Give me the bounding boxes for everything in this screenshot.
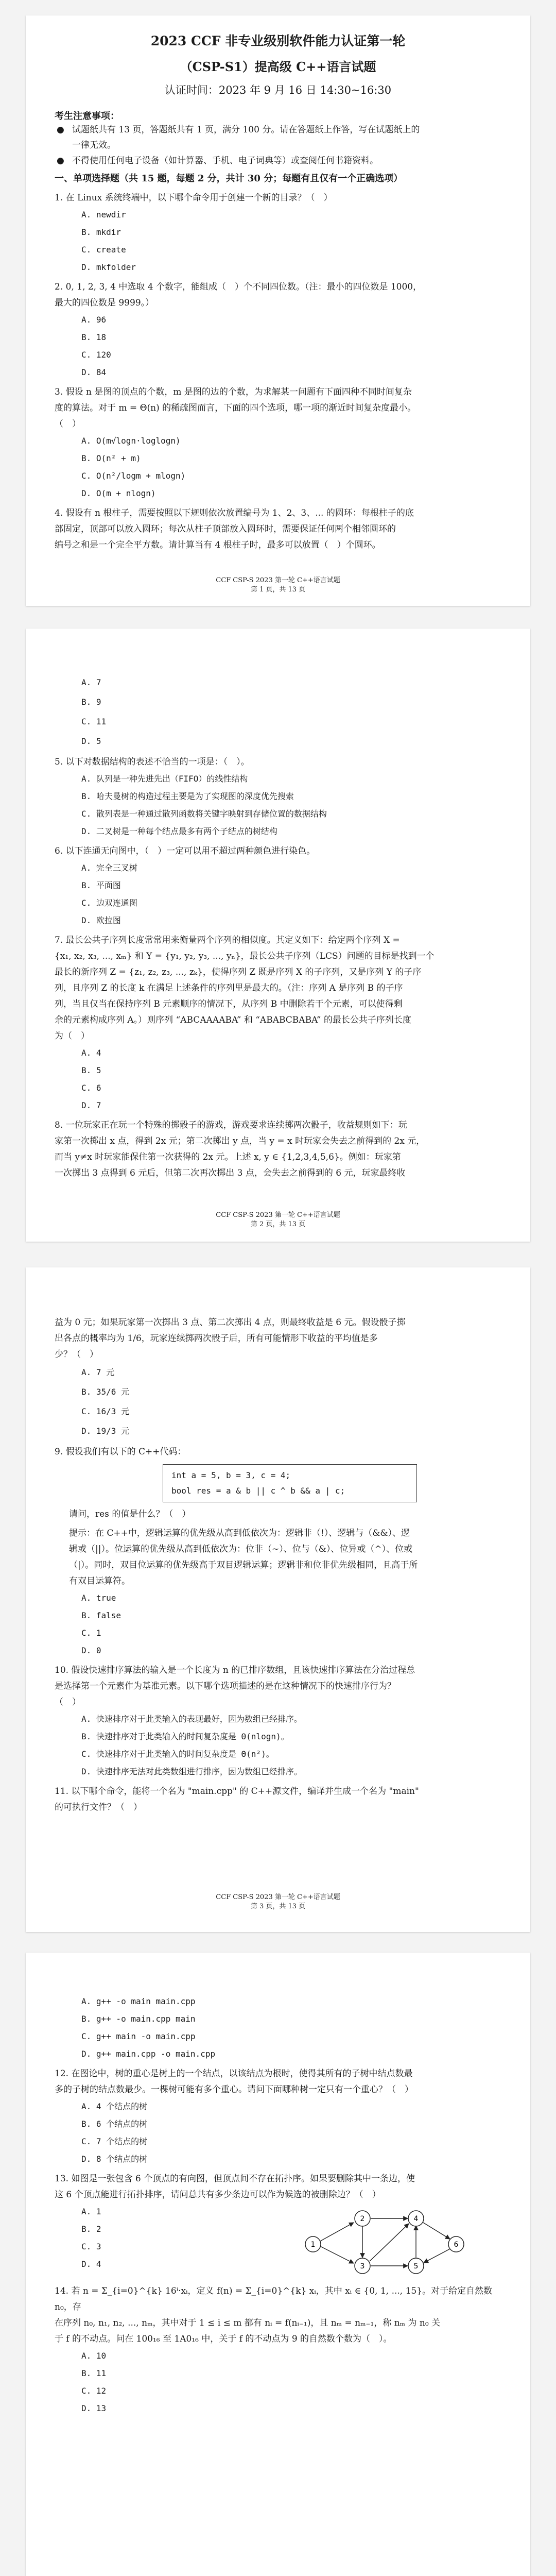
option: A. true <box>81 1593 116 1603</box>
option: C. 16/3 元 <box>81 1406 130 1416</box>
page-footer: CCF CSP-S 2023 第一轮 C++语言试题 第 3 页，共 13 页 <box>216 1893 340 1910</box>
notice-title: 考生注意事项： <box>55 111 119 122</box>
graph-node <box>408 2258 424 2274</box>
notice-item: 一律无效。 <box>72 140 116 150</box>
option: B. 11 <box>81 2368 107 2378</box>
option: A. g++ -o main main.cpp <box>81 1996 196 2006</box>
option: D. 欧拉图 <box>81 916 121 925</box>
option: D. O(m + nlogn) <box>81 488 156 498</box>
option: D. 7 <box>81 1100 101 1110</box>
option: C. 快速排序对于此类输入的时间复杂度是 Θ(n²)。 <box>81 1749 274 1759</box>
page-footer: CCF CSP-S 2023 第一轮 C++语言试题 第 1 页，共 13 页 <box>216 577 340 594</box>
exam-subtitle: （CSP-S1）提高级 C++语言试题 <box>180 59 376 74</box>
option: C. 3 <box>81 2242 101 2251</box>
question-4: 4. 假设有 n 根柱子，需要按照以下规则依次放置编号为 1、2、3、... 的圆环：每根柱子的底 部固定，顶部可以放入圆环；每次从柱子顶部放入圆环时，需要保证任何两个相邻圆环的 编号之和是一个完全平方数。请计算当有 4 根柱子时，最多可以放置（ ）个圆环。 <box>55 508 414 550</box>
exam-page-3 <box>26 1267 530 1932</box>
option: B. 平面图 <box>81 880 121 890</box>
svg-text:2: 2 <box>360 2215 365 2223</box>
question-13: 13. 如图是一张包含 6 个顶点的有向图，但顶点间不存在拓扑序。如果要删除其中一条边，使 这 6 个顶点能进行拓扑排序，请问总共有多少条边可以作为候选的被删除边？（ ） <box>55 2174 415 2200</box>
question-3: 3. 假设 n 是图的顶点的个数，m 是图的边的个数，为求解某一问题有下面四种不同时间复杂 度的算法。对于 m = Θ(n) 的稀疏图而言，下面的四个选项，哪一项的渐近时间复杂度最小。 （ ） <box>55 387 416 429</box>
question-8-continued: 益为 0 元；如果玩家第一次掷出 3 点、第二次掷出 4 点，则最终收益是 6 元。假设骰子掷 出各点的概率均为 1/6，玩家连续掷两次骰子后，所有可能情形下收益的平均值是多 少？（ ） <box>55 1317 406 1360</box>
directed-graph <box>302 2203 466 2280</box>
svg-text:5: 5 <box>413 2262 419 2270</box>
option: A. O(m√logn·loglogn) <box>81 436 181 446</box>
option: D. 0 <box>81 1646 101 1655</box>
graph-node <box>408 2211 424 2226</box>
question-9-hint: 提示：在 C++中，逻辑运算的优先级从高到低依次为：逻辑非（!）、逻辑与（&&）、逻 辑或（||）。位运算的优先级从高到低依次为：位非（~）、位与（&）、位异或（^）、位或 （|）。同时，双目位运算的优先级高于双目逻辑运算；逻辑非和位非优先级相同，且高于所 有双目运算符。 <box>69 1528 418 1586</box>
option: A. 队列是一种先进先出（FIFO）的线性结构 <box>81 774 248 784</box>
option: C. create <box>81 245 126 255</box>
exam-title: 2023 CCF 非专业级别软件能力认证第一轮 <box>150 33 406 48</box>
option: C. g++ main -o main.cpp <box>81 2031 196 2041</box>
exam-page-4 <box>26 1953 530 2576</box>
question-6: 6. 以下连通无向图中，（ ）一定可以用不超过两种颜色进行染色。 <box>55 846 316 856</box>
option: D. 快速排序无法对此类数组进行排序，因为数组已经排序。 <box>81 1767 302 1776</box>
question-8: 8. 一位玩家正在玩一个特殊的掷骰子的游戏，游戏要求连续掷两次骰子，收益规则如下：玩 家第一次掷出 x 点，得到 2x 元；第二次掷出 y 点，当 y = x 时玩家会失去之前得到的 2x 元， 而当 y≠x 时玩家能保住第一次获得的 2x 元。上述 x, y ∈ {1,2,3,4,5,6}。例如：玩家第 一次掷出 3 点得到 6 元后，但第二次再次掷出 3 点，会失去之前得到的 6 元，玩家最终收 <box>55 1120 425 1178</box>
question-7: 7. 最长公共子序列长度常常用来衡量两个序列的相似度。其定义如下：给定两个序列 X = {x₁, x₂, x₃, ..., xₘ} 和 Y = {y₁, y₂, y₃, ..., yₙ}，最长公共子序列（LCS）问题的目标是找到一个 最长的新序列 Z = {z₁, z₂, z₃, ..., zₖ}，使得序列 Z 既是序列 X 的子序列，又是序列 Y 的子序 列，且序列 Z 的长度 k 在满足上述条件的序列里是最大的。（注：序列 A 是序列 B 的子序 列，当且仅当在保持序列 B 元素顺序的情况下，从序列 B 中删除若干个元素，可以使得剩 余的元素构成序列 A。）则序列 “ABCAAAABA” 和 “ABABCBABA” 的最长公共子序列长度 为（ ） <box>55 935 435 1041</box>
option: D. 5 <box>81 736 101 746</box>
bullet-icon: ● <box>57 125 64 135</box>
option: D. 8 个结点的树 <box>81 2154 148 2164</box>
exam-header <box>55 31 501 97</box>
exam-time: 认证时间：2023 年 9 月 16 日 14:30~16:30 <box>164 84 392 96</box>
notice-item: ● 试题纸共有 13 页，答题纸共有 1 页，满分 100 分。请在答题纸上作答，写在试题纸上的 <box>55 122 501 138</box>
option: D. mkfolder <box>81 262 136 272</box>
section-heading: 一、单项选择题（共 15 题，每题 2 分，共计 30 分；每题有且仅有一个正确选项） <box>55 173 403 184</box>
option: C. 12 <box>81 2386 107 2396</box>
svg-text:3: 3 <box>360 2262 365 2270</box>
option: B. 5 <box>81 1065 101 1075</box>
code-line: bool res = a & b || c ^ b && a | c; <box>171 1486 345 1496</box>
option: C. 11 <box>81 717 107 726</box>
option: A. 完全三叉树 <box>81 863 137 873</box>
option: B. 9 <box>81 697 101 707</box>
page-footer: CCF CSP-S 2023 第一轮 C++语言试题 第 2 页，共 13 页 <box>216 1211 340 1228</box>
notice-item: ● 不得使用任何电子设备（如计算器、手机、电子词典等）或查阅任何书籍资料。 <box>55 153 501 168</box>
question-5: 5. 以下对数据结构的表述不恰当的一项是：（ ）。 <box>55 757 250 767</box>
option: B. 18 <box>81 332 107 342</box>
option: B. 哈夫曼树的构造过程主要是为了实现图的深度优先搜索 <box>81 791 294 801</box>
exam-page-1 <box>26 15 530 606</box>
graph-node <box>305 2236 321 2252</box>
svg-text:4: 4 <box>413 2215 419 2223</box>
option: A. newdir <box>81 210 126 219</box>
option: B. mkdir <box>81 227 121 237</box>
graph-edge <box>423 2223 450 2239</box>
option: C. 散列表是一种通过散列函数将关键字映射到存储位置的数据结构 <box>81 809 327 819</box>
option: B. O(n² + m) <box>81 453 141 463</box>
bullet-icon: ● <box>57 156 64 166</box>
option: C. 120 <box>81 350 111 360</box>
option: B. 2 <box>81 2224 101 2234</box>
option: A. 7 元 <box>81 1367 115 1377</box>
option: A. 4 个结点的树 <box>81 2102 148 2111</box>
question-12: 12. 在图论中，树的重心是树上的一个结点，以该结点为根时，使得其所有的子树中结点数最 多的子树的结点数最少。一棵树可能有多个重心。请问下面哪种树一定只有一个重心？（ ） <box>55 2069 413 2095</box>
option: D. 13 <box>81 2403 107 2413</box>
option: D. 4 <box>81 2259 101 2269</box>
graph-edge <box>424 2248 451 2263</box>
question-10: 10. 假设快速排序算法的输入是一个长度为 n 的已排序数组，且该快速排序算法在分治过程总 是选择第一个元素作为基准元素。以下哪个选项描述的是在这种情况下的快速排序行为？ （ ） <box>55 1665 415 1707</box>
option: C. O(n²/logm + mlogn) <box>81 471 186 481</box>
question-9-ask: 请问，res 的值是什么？（ ） <box>69 1509 191 1519</box>
option: B. 快速排序对于此类输入的时间复杂度是 Θ(nlogn)。 <box>81 1732 289 1741</box>
option: D. 二叉树是一种每个结点最多有两个子结点的树结构 <box>81 826 277 836</box>
code-line: int a = 5, b = 3, c = 4; <box>171 1470 291 1480</box>
question-9: 9. 假设我们有以下的 C++代码： <box>55 1447 186 1457</box>
option: A. 1 <box>81 2207 101 2216</box>
question-1: 1. 在 Linux 系统终端中，以下哪个命令用于创建一个新的目录？（ ） <box>55 193 333 203</box>
option: D. g++ main.cpp -o main.cpp <box>81 2049 216 2059</box>
option: A. 快速排序对于此类输入的表现最好，因为数组已经排序。 <box>81 1714 302 1724</box>
option: B. 35/6 元 <box>81 1387 130 1397</box>
question-2: 2. 0, 1, 2, 3, 4 中选取 4 个数字，能组成（ ）个不同四位数。（注：最小的四位数是 1000， 最大的四位数是 9999。） <box>55 282 422 308</box>
code-block <box>163 1464 417 1502</box>
option: A. 10 <box>81 2351 107 2361</box>
option: C. 边双连通图 <box>81 898 137 908</box>
graph-node <box>355 2211 370 2226</box>
svg-text:6: 6 <box>454 2241 459 2249</box>
option: A. 4 <box>81 1048 101 1058</box>
option: D. 19/3 元 <box>81 1426 130 1436</box>
option: C. 6 <box>81 1083 101 1093</box>
svg-text:1: 1 <box>310 2241 316 2249</box>
option: C. 7 个结点的树 <box>81 2137 148 2146</box>
graph-node <box>355 2258 370 2274</box>
option: B. g++ -o main.cpp main <box>81 2014 196 2024</box>
option: B. 6 个结点的树 <box>81 2119 148 2129</box>
graph-edge <box>320 2223 354 2241</box>
question-11: 11. 以下哪个命令，能将一个名为 "main.cpp" 的 C++源文件，编译并生成一个名为 "main" 的可执行文件？（ ） <box>55 1786 419 1812</box>
exam-page-2 <box>26 629 530 1242</box>
graph-edge <box>370 2224 409 2261</box>
option: A. 96 <box>81 315 107 325</box>
graph-node <box>448 2236 464 2252</box>
question-14: 14. 若 n = Σ_{i=0}^{k} 16ⁱ·xᵢ，定义 f(n) = Σ_{i=0}^{k} xᵢ，其中 xᵢ ∈ {0, 1, ..., 15}。对于给定自然数 n₀，存 在序列 n₀, n₁, n₂, ..., nₘ，其中对于 1 ≤ i ≤ m 都有 nᵢ = f(nᵢ₋₁)，且 nₘ = nₘ₋₁，称 nₘ 为 n₀ 关 于 f 的不动点。问在 100₁₆ 至 1A0₁₆ 中，关于 f 的不动点为 9 的自然数个数为（ ）。 <box>55 2286 493 2344</box>
option: D. 84 <box>81 367 107 377</box>
option: C. 1 <box>81 1628 101 1638</box>
option: B. false <box>81 1611 121 1620</box>
question-13-body <box>55 2203 501 2280</box>
graph-edge <box>320 2246 354 2263</box>
option: A. 7 <box>81 677 101 687</box>
